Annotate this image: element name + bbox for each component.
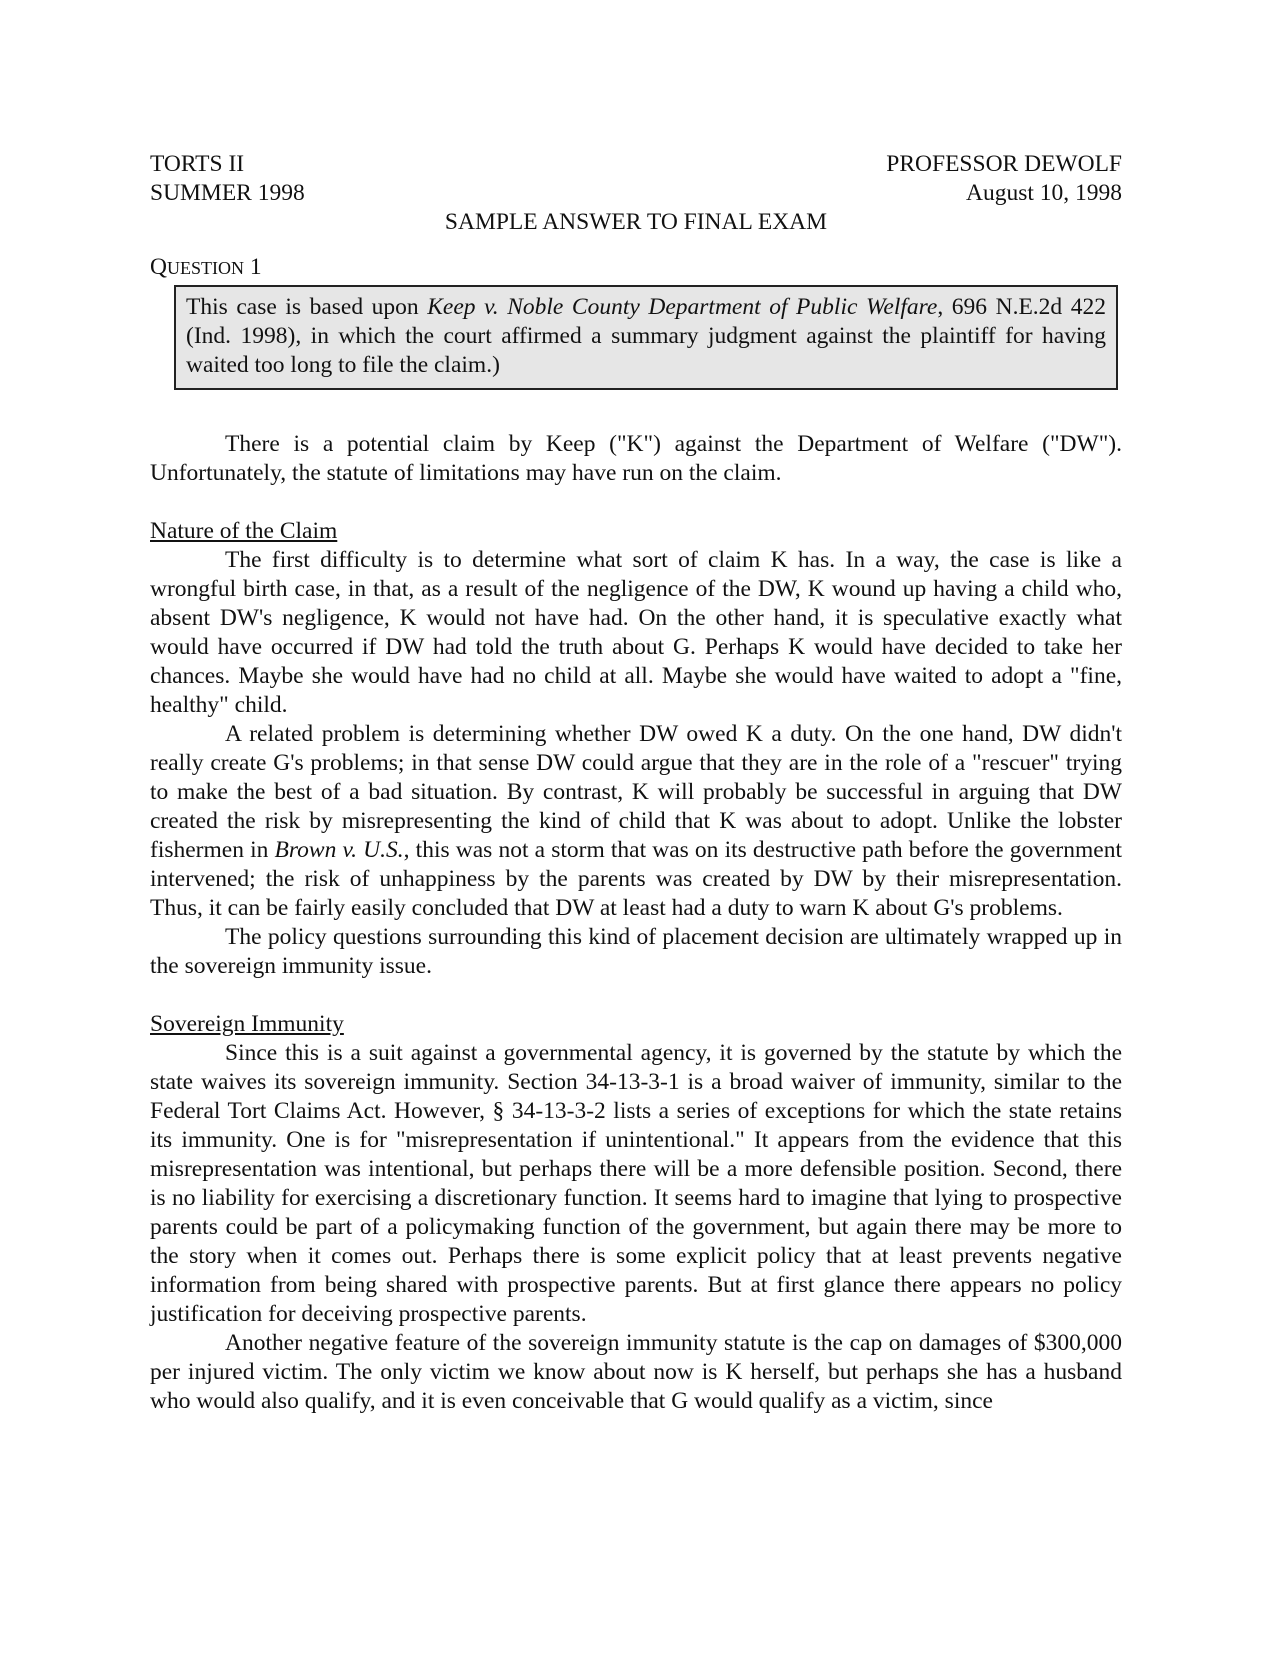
section-heading-nature: Nature of the Claim bbox=[150, 518, 338, 544]
question-label: QUESTION 1 bbox=[150, 254, 262, 280]
term: SUMMER 1998 bbox=[150, 180, 305, 206]
exam-date: August 10, 1998 bbox=[965, 180, 1122, 206]
course-name: TORTS II bbox=[150, 151, 245, 177]
case-note-box: This case is based upon Keep v. Noble County Department of Public Welfare, 696 N.E.2d 422 (Ind. 1998), in which the court affirmed a summary judgment against the plaintiff for having waited too long to file the claim.) bbox=[174, 285, 1118, 390]
header-row-2 bbox=[150, 179, 1122, 208]
document-title: SAMPLE ANSWER TO FINAL EXAM bbox=[444, 209, 828, 235]
intro-paragraph: There is a potential claim by Keep ("K") against the Department of Welfare ("DW"). Unfortunately, the statute of limitations may have run on the claim. bbox=[150, 431, 1122, 486]
professor-name: PROFESSOR DEWOLF bbox=[886, 151, 1122, 177]
case-citation: Brown v. U.S. bbox=[274, 837, 404, 863]
paragraph: The first difficulty is to determine what sort of claim K has. In a way, the case is like a wrongful birth case, in that, as a result of the negligence of the DW, K wound up having a child who, absent DW's negligence, K would not have had. On the other hand, it is speculative exactly what would have occurred if DW had told the truth about G. Perhaps K would have decided to take her chances. Maybe she would have had no child at all. Maybe she would have waited to adopt a "fine, healthy" child. bbox=[150, 547, 1122, 718]
section-heading-sovereign-immunity: Sovereign Immunity bbox=[150, 1011, 344, 1037]
paragraph: Another negative feature of the sovereign immunity statute is the cap on damages of $300,000 per injured victim. The only victim we know about now is K herself, but perhaps she has a husband who would also qualify, and it is even conceivable that G would qualify as a victim, since bbox=[150, 1330, 1122, 1414]
case-citation: Keep v. Noble County Department of Public Welfare bbox=[427, 294, 938, 320]
paragraph: The policy questions surrounding this kind of placement decision are ultimately wrapped up in the sovereign immunity issue. bbox=[150, 924, 1122, 979]
document-page bbox=[150, 150, 1122, 1416]
paragraph: Since this is a suit against a governmental agency, it is governed by the statute by which the state waives its sovereign immunity. Section 34-13-3-1 is a broad waiver of immunity, similar to the Federal Tort Claims Act. However, § 34-13-3-2 lists a series of exceptions for which the state retains its immunity. One is for "misrepresentation if unintentional." It appears from the evidence that this misrepresentation was intentional, but perhaps there will be a more defensible position. Second, there is no liability for exercising a discretionary function. It seems hard to imagine that lying to prospective parents could be part of a policymaking function of the government, but again there may be more to the story when it comes out. Perhaps there is some explicit policy that at least prevents negative information from being shared with prospective parents. But at first glance there appears no policy justification for deceiving prospective parents. bbox=[150, 1040, 1122, 1327]
paragraph: A related problem is determining whether DW owed K a duty. On the one hand, DW didn't really create G's problems; in that sense DW could argue that they are in the role of a "rescuer" trying to make the best of a bad situation. By contrast, K will probably be successful in arguing that DW created the risk by misrepresenting the kind of child that K was about to adopt. Unlike the lobster fishermen in Brown v. U.S., this was not a storm that was on its destructive path before the government intervened; the risk of unhappiness by the parents was created by DW by their misrepresentation. Thus, it can be fairly easily concluded that DW at least had a duty to warn K about G's problems. bbox=[150, 721, 1122, 921]
header-row-1 bbox=[150, 150, 1122, 179]
